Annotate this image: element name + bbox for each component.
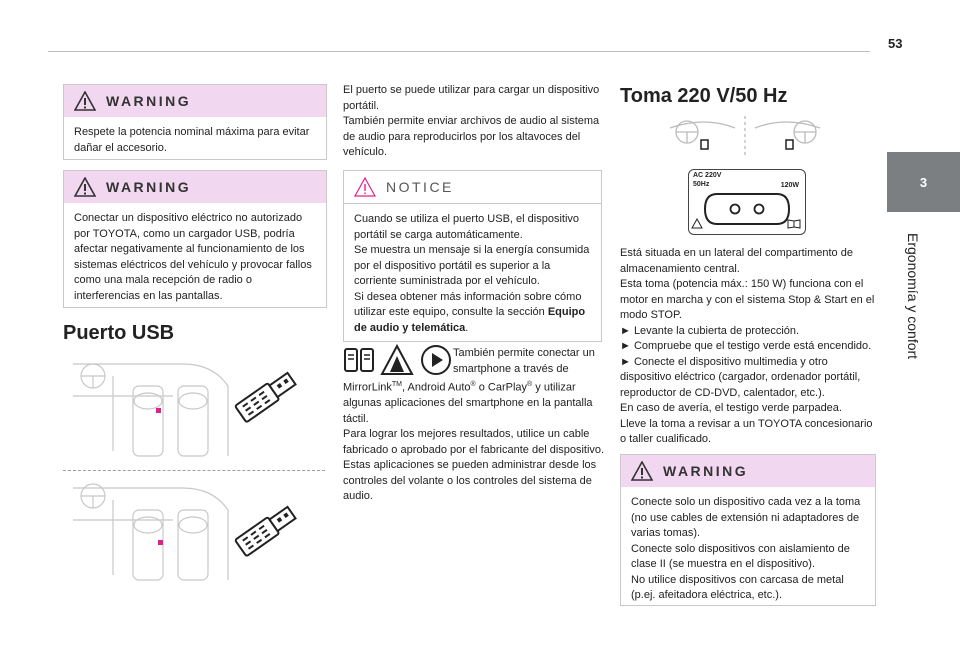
notice-icon (354, 177, 376, 197)
notice-text-3b: . (465, 321, 469, 334)
usb-port-marker (158, 540, 163, 545)
warning-text-2: Conecte solo dispositivos con aislamiento de clase II (se muestra en el dispositivo). (631, 542, 850, 570)
socket-text-4: Lleve la toma a revisar a un TOYOTA concesionario o taller cualificado. (620, 417, 873, 445)
socket-voltage-label: AC 220V (693, 172, 722, 179)
warning-icon (631, 461, 653, 481)
warning-icon (74, 91, 96, 111)
manual-book-icon (787, 218, 801, 229)
android-auto-name: , Android Auto (402, 381, 471, 394)
chapter-title: Ergonomía y confort (905, 232, 921, 360)
warning-text: Respete la potencia nominal máxima para evitar dañar el accesorio. (74, 126, 310, 154)
socket-freq-label: 50Hz (693, 181, 710, 188)
section-heading-usb: Puerto USB (63, 322, 175, 344)
illustration-divider (63, 470, 325, 471)
usb-intro-line1: El puerto se puede utilizar para cargar un dispositivo portátil. (343, 84, 600, 112)
socket-outlet (701, 188, 793, 230)
apps-text-2: Para lograr los mejores resultados, utilice un cable fabricado o aprobado por el fabricante del dispositivo. (343, 428, 605, 456)
warning-icon (74, 177, 96, 197)
section-heading-socket: Toma 220 V/50 Hz (620, 85, 788, 107)
warning-title: WARNING (663, 463, 749, 479)
chapter-number: 3 (919, 174, 928, 190)
notice-text-1: Cuando se utiliza el puerto USB, el dispositivo portátil se carga automáticamente. (354, 213, 580, 241)
usb-intro (343, 83, 605, 161)
warning-title: WARNING (106, 179, 192, 195)
notice-link-audio: Equipo de audio y telemática (354, 306, 586, 334)
socket-panel (688, 169, 806, 235)
socket-step-3: ► Conecte el dispositivo multimedia y otro dispositivo eléctrico (cargador, ordenador portátil, reproductor de CD-DVD, calentador, etc.). (620, 355, 861, 399)
header-rule (48, 51, 870, 52)
car-interior-usb-illustration-2 (63, 480, 325, 590)
notice-text (344, 204, 601, 344)
warning-text-3: No utilice dispositivos con carcasa de metal (p.ej. afeitadora eléctrica, etc.). (631, 573, 844, 601)
usb-intro-line2: También permite enviar archivos de audio al sistema de audio para reproducirlos por los altavoces del vehículo. (343, 115, 600, 158)
warning-header (621, 455, 875, 487)
apps-text-3: Estas aplicaciones se pueden administrar desde los controles del volante o los controles del sistema de audio. (343, 459, 597, 503)
notice-text-3a: Si desea obtener más información sobre cómo utilizar este equipo, consulte la sección (354, 290, 582, 318)
socket-power-label: 120W (780, 182, 799, 189)
notice-text-3 (354, 290, 591, 337)
socket-text (620, 246, 878, 448)
warning-box-devices (63, 170, 327, 308)
usb-port-marker (156, 408, 161, 413)
socket-step-1: ► Levante la cubierta de protección. (620, 324, 800, 337)
socket-location-illustration (665, 114, 825, 158)
android-auto-reg: ® (470, 381, 476, 388)
warning-box-power (63, 84, 327, 160)
notice-box (343, 170, 602, 342)
car-interior-usb-illustration-1 (63, 356, 325, 464)
apps-text-line (343, 377, 605, 427)
warning-text-1: Conecte solo un dispositivo cada vez a la toma (no use cables de extensión ni adaptadores de varias tomas). (631, 496, 861, 539)
warning-text: Conectar un dispositivo eléctrico no autorizado por TOYOTA, como un cargador USB, podría afectar negativamente al funcionamiento de los sistemas eléctricos del vehículo y provocar fallos como una mala recepción de radio o interferencias en las pantallas. (74, 212, 312, 302)
mirrorlink-name: MirrorLink (343, 381, 392, 394)
warning-title: WARNING (106, 93, 192, 109)
notice-text-2: Se muestra un mensaje si la energía consumida por el dispositivo portátil es superior a la corriente suministrada por el vehículo. (354, 244, 590, 287)
apps-text (343, 346, 605, 505)
page-number: 53 (888, 36, 903, 51)
warning-box-socket (620, 454, 876, 606)
chapter-tab[interactable] (887, 152, 960, 212)
warning-small-icon (691, 218, 703, 229)
carplay-name: o CarPlay (475, 381, 528, 394)
socket-step-2: ► Compruebe que el testigo verde está encendido. (620, 340, 872, 352)
apps-text-e: y utilizar algunas aplicaciones del smartphone en la pantalla táctil. (343, 381, 593, 425)
socket-text-3: En caso de avería, el testigo verde parpadea. (620, 402, 842, 414)
warning-text (621, 487, 875, 612)
warning-header (64, 85, 326, 117)
socket-text-2: Esta toma (potencia máx.: 150 W) funciona con el motor en marcha y con el sistema Stop & Start en el modo STOP. (620, 278, 875, 321)
notice-header (344, 171, 601, 204)
socket-text-1: Está situada en un lateral del compartimento de almacenamiento central. (620, 247, 853, 275)
mirrorlink-tm: TM (391, 381, 403, 388)
apps-text-a: También permite conectar un smartphone a través de (453, 347, 595, 375)
carplay-reg: ® (527, 381, 533, 388)
warning-header (64, 171, 326, 203)
notice-title: NOTICE (386, 179, 454, 195)
